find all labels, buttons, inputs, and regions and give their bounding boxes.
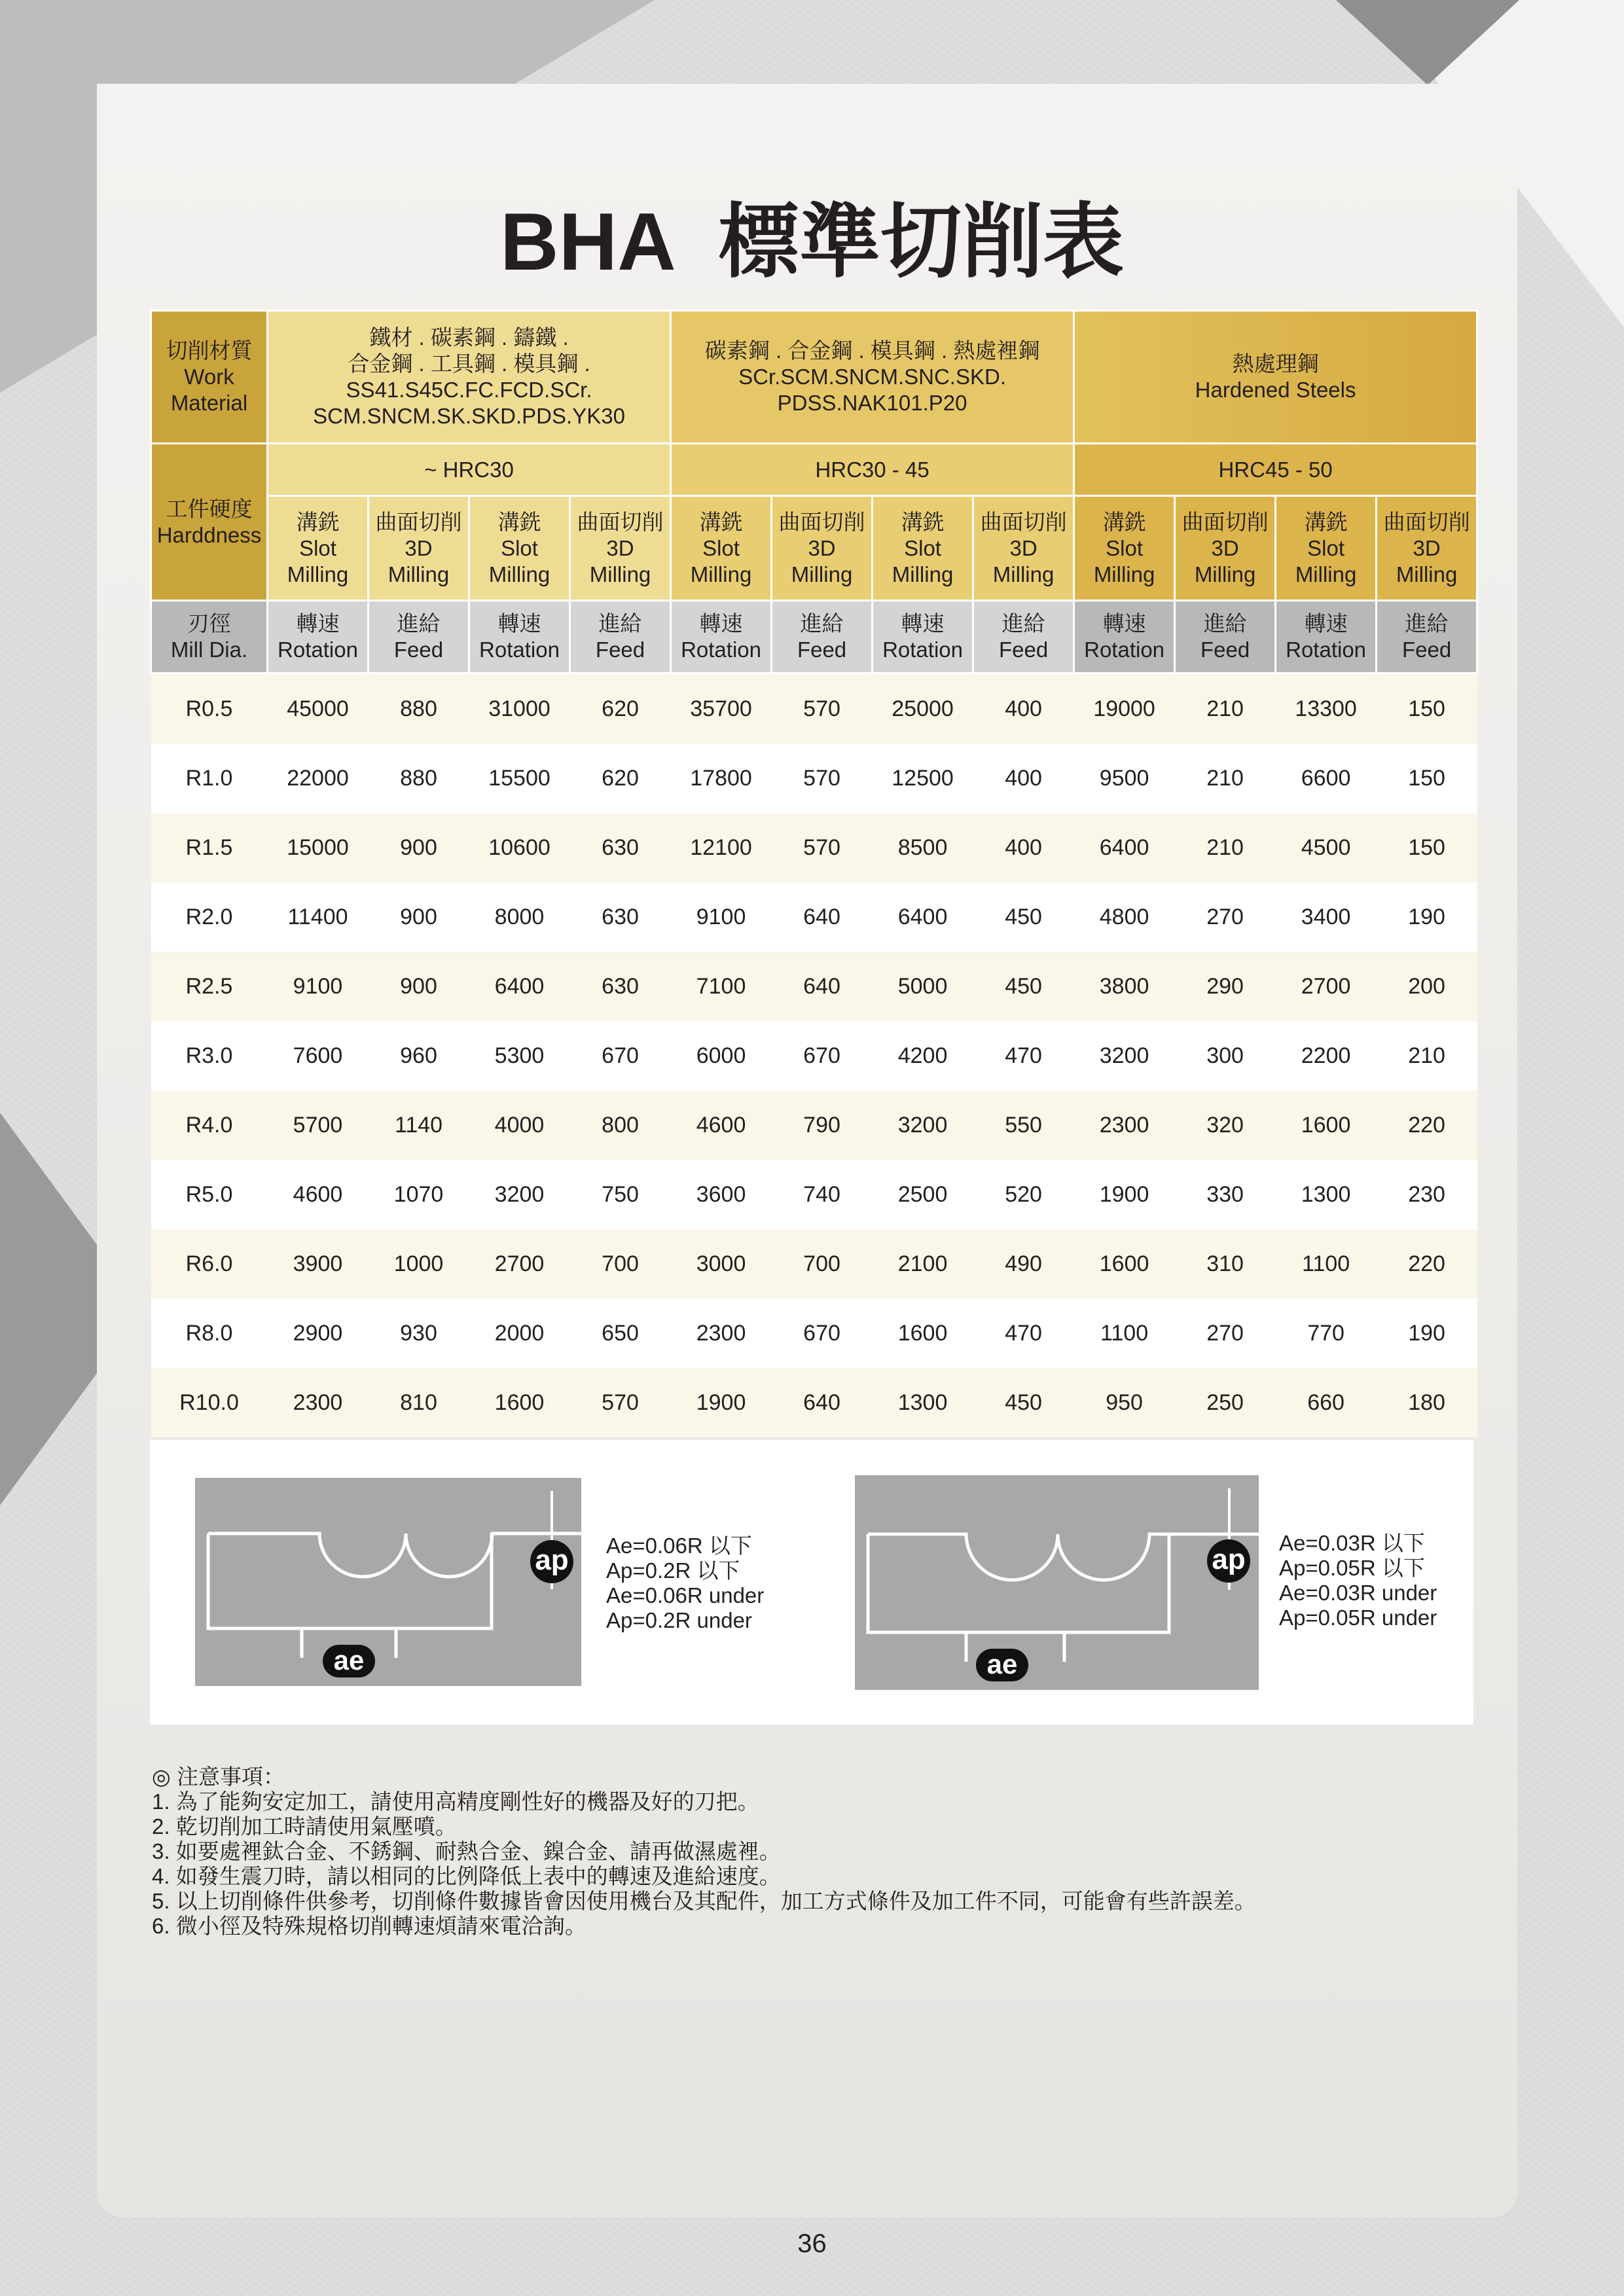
page-number: 36 bbox=[797, 2229, 827, 2258]
feed-cell: 220 bbox=[1377, 1229, 1477, 1299]
rotation-label: 轉速 Rotation bbox=[268, 601, 369, 673]
mill-dia-cell: R6.0 bbox=[151, 1229, 268, 1299]
slot-milling-header: 溝銑 Slot Milling bbox=[469, 496, 570, 601]
feed-label: 進給 Feed bbox=[1175, 601, 1276, 673]
rotation-cell: 3400 bbox=[1276, 882, 1377, 952]
page-title: BHA 標準切削表 bbox=[500, 197, 1124, 287]
rotation-cell: 4600 bbox=[268, 1160, 369, 1229]
rotation-cell: 660 bbox=[1276, 1368, 1377, 1437]
rotation-cell: 25000 bbox=[873, 673, 973, 744]
rotation-cell: 4000 bbox=[469, 1090, 570, 1160]
table-row bbox=[151, 1160, 1477, 1229]
feed-cell: 520 bbox=[973, 1160, 1074, 1229]
feed-cell: 310 bbox=[1175, 1229, 1276, 1299]
rotation-cell: 1300 bbox=[873, 1368, 973, 1437]
cutting-diagram-2 bbox=[855, 1475, 1259, 1690]
rotation-cell: 4500 bbox=[1276, 813, 1377, 882]
feed-cell: 650 bbox=[570, 1299, 671, 1368]
material-group-1: 鐵材 . 碳素鋼 . 鑄鐵 . 合金鋼 . 工具鋼 . 模具鋼 . SS41.S45C.FC.FCD.SCr. SCM.SNCM.SK.SKD.PDS.YK30 bbox=[268, 311, 671, 444]
rotation-cell: 45000 bbox=[268, 673, 369, 744]
rotation-label: 轉速 Rotation bbox=[671, 601, 772, 673]
hardness-value: ~ HRC30 bbox=[268, 444, 671, 496]
3d-milling-header: 曲面切削 3D Milling bbox=[973, 496, 1074, 601]
table-row bbox=[151, 1229, 1477, 1299]
feed-cell: 900 bbox=[369, 813, 469, 882]
rotation-label: 轉速 Rotation bbox=[873, 601, 973, 673]
rotation-cell: 1100 bbox=[1276, 1229, 1377, 1299]
table-row bbox=[151, 1090, 1477, 1160]
feed-cell: 1070 bbox=[369, 1160, 469, 1229]
feed-cell: 900 bbox=[369, 952, 469, 1021]
3d-cut-profile-icon bbox=[855, 1475, 1259, 1690]
mill-dia-cell: R2.5 bbox=[151, 952, 268, 1021]
feed-cell: 220 bbox=[1377, 1090, 1477, 1160]
cutting-diagram-1 bbox=[195, 1478, 581, 1686]
rotation-cell: 1900 bbox=[1074, 1160, 1175, 1229]
cutting-table bbox=[150, 310, 1473, 1437]
mill-dia-cell: R5.0 bbox=[151, 1160, 268, 1229]
rotation-cell: 8000 bbox=[469, 882, 570, 952]
rotation-cell: 15000 bbox=[268, 813, 369, 882]
rotation-cell: 4600 bbox=[671, 1090, 772, 1160]
mill-dia-cell: R10.0 bbox=[151, 1368, 268, 1437]
rotation-cell: 22000 bbox=[268, 744, 369, 813]
work-material-label: 切削材質 Work Material bbox=[151, 311, 268, 444]
rotation-cell: 15500 bbox=[469, 744, 570, 813]
rotation-cell: 9100 bbox=[268, 952, 369, 1021]
feed-cell: 880 bbox=[369, 744, 469, 813]
rotation-cell: 2500 bbox=[873, 1160, 973, 1229]
notes-heading: ◎ 注意事項： bbox=[152, 1765, 285, 1789]
feed-cell: 700 bbox=[570, 1229, 671, 1299]
rotation-cell: 6400 bbox=[469, 952, 570, 1021]
ap-label: ap bbox=[530, 1540, 573, 1583]
feed-cell: 400 bbox=[973, 744, 1074, 813]
slot-milling-header: 溝銑 Slot Milling bbox=[1276, 496, 1377, 601]
rotation-cell: 2300 bbox=[1074, 1090, 1175, 1160]
rotation-cell: 5300 bbox=[469, 1021, 570, 1090]
rotation-cell: 770 bbox=[1276, 1299, 1377, 1368]
rotation-cell: 9100 bbox=[671, 882, 772, 952]
feed-cell: 620 bbox=[570, 673, 671, 744]
feed-cell: 470 bbox=[973, 1299, 1074, 1368]
rotation-cell: 5000 bbox=[873, 952, 973, 1021]
rotation-cell: 35700 bbox=[671, 673, 772, 744]
rotation-cell: 9500 bbox=[1074, 744, 1175, 813]
note-item: 5. 以上切削條件供參考，切削條件數據皆會因使用機台及其配件，加工方式條件及加工件不同，可能會有些許誤差。 bbox=[152, 1889, 1256, 1913]
feed-cell: 630 bbox=[570, 813, 671, 882]
rotation-cell: 1300 bbox=[1276, 1160, 1377, 1229]
feed-cell: 700 bbox=[772, 1229, 873, 1299]
rotation-label: 轉速 Rotation bbox=[1276, 601, 1377, 673]
mill-dia-cell: R0.5 bbox=[151, 673, 268, 744]
feed-cell: 270 bbox=[1175, 882, 1276, 952]
rotation-cell: 3200 bbox=[873, 1090, 973, 1160]
feed-cell: 800 bbox=[570, 1090, 671, 1160]
feed-cell: 550 bbox=[973, 1090, 1074, 1160]
ap-label: ap bbox=[1207, 1539, 1250, 1583]
rotation-cell: 6600 bbox=[1276, 744, 1377, 813]
feed-cell: 900 bbox=[369, 882, 469, 952]
material-group-2: 碳素鋼 . 合金鋼 . 模具鋼 . 熱處裡鋼 SCr.SCM.SNCM.SNC.SKD. PDSS.NAK101.P20 bbox=[671, 311, 1074, 444]
notes bbox=[152, 1765, 1256, 1939]
feed-cell: 200 bbox=[1377, 952, 1477, 1021]
rotation-cell: 7600 bbox=[268, 1021, 369, 1090]
feed-cell: 190 bbox=[1377, 882, 1477, 952]
feed-cell: 640 bbox=[772, 952, 873, 1021]
table-row bbox=[151, 1299, 1477, 1368]
feed-cell: 210 bbox=[1175, 673, 1276, 744]
feed-cell: 630 bbox=[570, 882, 671, 952]
feed-cell: 880 bbox=[369, 673, 469, 744]
feed-cell: 450 bbox=[973, 882, 1074, 952]
rotation-cell: 1600 bbox=[873, 1299, 973, 1368]
feed-cell: 400 bbox=[973, 813, 1074, 882]
rotation-cell: 2300 bbox=[268, 1368, 369, 1437]
rotation-cell: 1600 bbox=[1074, 1229, 1175, 1299]
slot-milling-header: 溝銑 Slot Milling bbox=[268, 496, 369, 601]
mill-dia-cell: R3.0 bbox=[151, 1021, 268, 1090]
feed-cell: 320 bbox=[1175, 1090, 1276, 1160]
rotation-cell: 1100 bbox=[1074, 1299, 1175, 1368]
material-group-3: 熱處理鋼 Hardened Steels bbox=[1074, 311, 1477, 444]
rotation-cell: 3200 bbox=[469, 1160, 570, 1229]
background-triangle bbox=[1336, 0, 1519, 85]
feed-cell: 450 bbox=[973, 1368, 1074, 1437]
feed-cell: 740 bbox=[772, 1160, 873, 1229]
feed-cell: 290 bbox=[1175, 952, 1276, 1021]
feed-cell: 810 bbox=[369, 1368, 469, 1437]
note-item: 2. 乾切削加工時請使用氣壓噴。 bbox=[152, 1814, 457, 1839]
slot-milling-header: 溝銑 Slot Milling bbox=[873, 496, 973, 601]
feed-cell: 400 bbox=[973, 673, 1074, 744]
slot-milling-header: 溝銑 Slot Milling bbox=[1074, 496, 1175, 601]
feed-cell: 960 bbox=[369, 1021, 469, 1090]
rotation-cell: 950 bbox=[1074, 1368, 1175, 1437]
feed-label: 進給 Feed bbox=[1377, 601, 1477, 673]
feed-cell: 470 bbox=[973, 1021, 1074, 1090]
feed-cell: 450 bbox=[973, 952, 1074, 1021]
note-item: 3. 如要處裡鈦合金、不銹鋼、耐熱合金、鎳合金、請再做濕處裡。 bbox=[152, 1839, 781, 1863]
ae-label: ae bbox=[976, 1649, 1028, 1681]
rotation-cell: 6400 bbox=[873, 882, 973, 952]
hardness-label: 工件硬度 Harddness bbox=[151, 444, 268, 601]
feed-cell: 210 bbox=[1377, 1021, 1477, 1090]
rotation-cell: 19000 bbox=[1074, 673, 1175, 744]
rotation-cell: 12100 bbox=[671, 813, 772, 882]
rotation-cell: 31000 bbox=[469, 673, 570, 744]
note-item: 6. 微小徑及特殊規格切削轉速煩請來電洽詢。 bbox=[152, 1914, 586, 1938]
mill-dia-cell: R1.5 bbox=[151, 813, 268, 882]
feed-label: 進給 Feed bbox=[772, 601, 873, 673]
rotation-cell: 2900 bbox=[268, 1299, 369, 1368]
feed-cell: 670 bbox=[570, 1021, 671, 1090]
feed-cell: 570 bbox=[772, 813, 873, 882]
feed-cell: 640 bbox=[772, 1368, 873, 1437]
feed-cell: 150 bbox=[1377, 673, 1477, 744]
rotation-cell: 3600 bbox=[671, 1160, 772, 1229]
rotation-cell: 2100 bbox=[873, 1229, 973, 1299]
mill-dia-cell: R1.0 bbox=[151, 744, 268, 813]
hardness-value: HRC30 - 45 bbox=[671, 444, 1074, 496]
feed-cell: 790 bbox=[772, 1090, 873, 1160]
feed-cell: 230 bbox=[1377, 1160, 1477, 1229]
rotation-cell: 7100 bbox=[671, 952, 772, 1021]
rotation-cell: 3000 bbox=[671, 1229, 772, 1299]
rotation-cell: 3800 bbox=[1074, 952, 1175, 1021]
diagram-section bbox=[150, 1440, 1473, 1725]
feed-cell: 250 bbox=[1175, 1368, 1276, 1437]
3d-milling-header: 曲面切削 3D Milling bbox=[1377, 496, 1477, 601]
rotation-cell: 17800 bbox=[671, 744, 772, 813]
3d-milling-header: 曲面切削 3D Milling bbox=[369, 496, 469, 601]
feed-cell: 570 bbox=[772, 744, 873, 813]
table-row bbox=[151, 952, 1477, 1021]
feed-label: 進給 Feed bbox=[369, 601, 469, 673]
table-row bbox=[151, 1021, 1477, 1090]
feed-cell: 490 bbox=[973, 1229, 1074, 1299]
rotation-cell: 13300 bbox=[1276, 673, 1377, 744]
feed-cell: 570 bbox=[772, 673, 873, 744]
feed-cell: 300 bbox=[1175, 1021, 1276, 1090]
feed-cell: 270 bbox=[1175, 1299, 1276, 1368]
rotation-cell: 4800 bbox=[1074, 882, 1175, 952]
feed-cell: 1000 bbox=[369, 1229, 469, 1299]
rotation-cell: 2300 bbox=[671, 1299, 772, 1368]
mill-dia-cell: R2.0 bbox=[151, 882, 268, 952]
rotation-cell: 8500 bbox=[873, 813, 973, 882]
feed-cell: 150 bbox=[1377, 744, 1477, 813]
feed-cell: 570 bbox=[570, 1368, 671, 1437]
rotation-cell: 1600 bbox=[469, 1368, 570, 1437]
rotation-cell: 2000 bbox=[469, 1299, 570, 1368]
rotation-cell: 1900 bbox=[671, 1368, 772, 1437]
feed-cell: 670 bbox=[772, 1021, 873, 1090]
slot-cut-profile-icon bbox=[195, 1478, 581, 1686]
hardness-value: HRC45 - 50 bbox=[1074, 444, 1477, 496]
feed-cell: 330 bbox=[1175, 1160, 1276, 1229]
note-item: 4. 如發生震刀時，請以相同的比例降低上表中的轉速及進給速度。 bbox=[152, 1864, 781, 1888]
feed-cell: 210 bbox=[1175, 813, 1276, 882]
rotation-cell: 1600 bbox=[1276, 1090, 1377, 1160]
table-row bbox=[151, 673, 1477, 744]
feed-cell: 150 bbox=[1377, 813, 1477, 882]
mill-dia-cell: R4.0 bbox=[151, 1090, 268, 1160]
rotation-cell: 3200 bbox=[1074, 1021, 1175, 1090]
rotation-cell: 6000 bbox=[671, 1021, 772, 1090]
slot-milling-header: 溝銑 Slot Milling bbox=[671, 496, 772, 601]
mill-dia-cell: R8.0 bbox=[151, 1299, 268, 1368]
feed-label: 進給 Feed bbox=[973, 601, 1074, 673]
table-row bbox=[151, 1368, 1477, 1437]
feed-cell: 190 bbox=[1377, 1299, 1477, 1368]
3d-milling-header: 曲面切削 3D Milling bbox=[772, 496, 873, 601]
rotation-cell: 5700 bbox=[268, 1090, 369, 1160]
rotation-cell: 2700 bbox=[469, 1229, 570, 1299]
rotation-cell: 12500 bbox=[873, 744, 973, 813]
rotation-cell: 2700 bbox=[1276, 952, 1377, 1021]
3d-milling-header: 曲面切削 3D Milling bbox=[1175, 496, 1276, 601]
rotation-label: 轉速 Rotation bbox=[1074, 601, 1175, 673]
feed-cell: 640 bbox=[772, 882, 873, 952]
feed-cell: 210 bbox=[1175, 744, 1276, 813]
feed-label: 進給 Feed bbox=[570, 601, 671, 673]
table-row bbox=[151, 744, 1477, 813]
table-row bbox=[151, 882, 1477, 952]
feed-cell: 630 bbox=[570, 952, 671, 1021]
rotation-label: 轉速 Rotation bbox=[469, 601, 570, 673]
note-item: 1. 為了能夠安定加工，請使用高精度剛性好的機器及好的刀把。 bbox=[152, 1789, 759, 1814]
feed-cell: 930 bbox=[369, 1299, 469, 1368]
rotation-cell: 6400 bbox=[1074, 813, 1175, 882]
rotation-cell: 3900 bbox=[268, 1229, 369, 1299]
3d-milling-header: 曲面切削 3D Milling bbox=[570, 496, 671, 601]
rotation-cell: 10600 bbox=[469, 813, 570, 882]
rotation-cell: 4200 bbox=[873, 1021, 973, 1090]
table-row bbox=[151, 813, 1477, 882]
feed-cell: 670 bbox=[772, 1299, 873, 1368]
mill-dia-label: 刃徑 Mill Dia. bbox=[151, 601, 268, 673]
feed-cell: 1140 bbox=[369, 1090, 469, 1160]
diagram-1-text: Ae=0.06R 以下 Ap=0.2R 以下 Ae=0.06R under Ap=0.2R under bbox=[606, 1534, 765, 1632]
diagram-2-text: Ae=0.03R 以下 Ap=0.05R 以下 Ae=0.03R under Ap=0.05R under bbox=[1279, 1531, 1437, 1630]
ae-label: ae bbox=[323, 1645, 375, 1677]
rotation-cell: 11400 bbox=[268, 882, 369, 952]
rotation-cell: 2200 bbox=[1276, 1021, 1377, 1090]
feed-cell: 620 bbox=[570, 744, 671, 813]
feed-cell: 180 bbox=[1377, 1368, 1477, 1437]
feed-cell: 750 bbox=[570, 1160, 671, 1229]
